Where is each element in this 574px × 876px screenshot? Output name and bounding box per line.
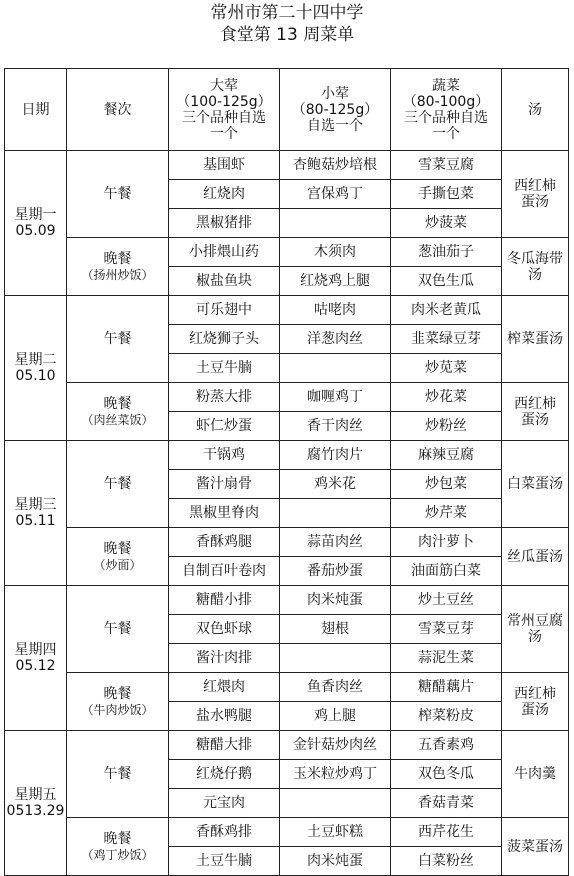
small-meat-dish: 香干肉丝 (280, 412, 391, 441)
small-meat-dish: 玉米粒炒鸡丁 (280, 760, 391, 789)
small-meat-dish: 杏鲍菇炒培根 (280, 151, 391, 180)
soup-cell: 冬瓜海带 汤 (502, 238, 569, 296)
soup-header: 汤 (502, 69, 569, 151)
big-meat-dish: 香酥鸡腿 (169, 528, 280, 557)
small-meat-dish (280, 789, 391, 818)
day-cell: 星期二 05.10 (5, 296, 67, 441)
small-meat-dish: 宫保鸡丁 (280, 180, 391, 209)
small-meat-dish (280, 209, 391, 238)
big-meat-dish: 虾仁炒蛋 (169, 412, 280, 441)
big-meat-dish: 土豆牛腩 (169, 847, 280, 876)
vegetable-dish: 炒包菜 (391, 470, 502, 499)
table-row (5, 673, 569, 702)
vegetable-dish: 西芹花生 (391, 818, 502, 847)
meal-label: 午餐 (67, 151, 169, 238)
big-meat-dish: 酱汁肉排 (169, 644, 280, 673)
big-meat-dish: 黑椒里脊肉 (169, 499, 280, 528)
big-meat-header: 大荤 （100-125g） 三个品种自选 一个 (169, 69, 280, 151)
vegetable-header: 蔬菜 （80-100g） 三个品种自选 一个 (391, 69, 502, 151)
small-meat-dish (280, 499, 391, 528)
soup-cell: 西红柿 蛋汤 (502, 383, 569, 441)
meal-label: 晚餐 （炒面） (67, 528, 169, 586)
soup-cell: 菠菜蛋汤 (502, 818, 569, 876)
weekly-menu-table (4, 68, 569, 876)
meal-label: 晚餐 （肉丝菜饭） (67, 383, 169, 441)
day-cell: 星期五 0513.29 (5, 731, 67, 876)
soup-cell: 西红柿 蛋汤 (502, 673, 569, 731)
big-meat-dish: 红烧狮子头 (169, 325, 280, 354)
big-meat-dish: 红烧仔鹅 (169, 760, 280, 789)
meal-label: 晚餐 （扬州炒饭） (67, 238, 169, 296)
vegetable-dish: 炒苋菜 (391, 354, 502, 383)
big-meat-dish: 糖醋小排 (169, 586, 280, 615)
table-row (5, 441, 569, 470)
big-meat-dish: 元宝肉 (169, 789, 280, 818)
soup-cell: 牛肉羹 (502, 731, 569, 818)
meal-label: 午餐 (67, 731, 169, 818)
soup-cell: 白菜蛋汤 (502, 441, 569, 528)
vegetable-dish: 炒土豆丝 (391, 586, 502, 615)
vegetable-dish: 香菇青菜 (391, 789, 502, 818)
table-row (5, 383, 569, 412)
big-meat-dish: 香酥鸡排 (169, 818, 280, 847)
day-cell: 星期四 05.12 (5, 586, 67, 731)
small-meat-dish: 翅根 (280, 615, 391, 644)
small-meat-dish: 鸡上腿 (280, 702, 391, 731)
meal-label: 午餐 (67, 296, 169, 383)
vegetable-dish: 手撕包菜 (391, 180, 502, 209)
big-meat-dish: 酱汁扇骨 (169, 470, 280, 499)
table-row (5, 528, 569, 557)
small-meat-dish: 金针菇炒肉丝 (280, 731, 391, 760)
table-row (5, 586, 569, 615)
vegetable-dish: 肉米老黄瓜 (391, 296, 502, 325)
big-meat-dish: 基围虾 (169, 151, 280, 180)
small-meat-dish: 木须肉 (280, 238, 391, 267)
menu-title: 食堂第 13 周菜单 (219, 25, 355, 45)
big-meat-dish: 盐水鸭腿 (169, 702, 280, 731)
small-meat-dish: 肉米炖蛋 (280, 586, 391, 615)
soup-cell: 西红柿 蛋汤 (502, 151, 569, 238)
table-row (5, 731, 569, 760)
soup-cell: 榨菜蛋汤 (502, 296, 569, 383)
meal-label: 午餐 (67, 441, 169, 528)
small-meat-header: 小荤 （80-125g） 自选一个 (280, 69, 391, 151)
vegetable-dish: 双色冬瓜 (391, 760, 502, 789)
big-meat-dish: 双色虾球 (169, 615, 280, 644)
big-meat-dish: 糖醋大排 (169, 731, 280, 760)
big-meat-dish: 黑椒猪排 (169, 209, 280, 238)
small-meat-dish: 洋葱肉丝 (280, 325, 391, 354)
vegetable-dish: 双色生瓜 (391, 267, 502, 296)
small-meat-dish: 鱼香肉丝 (280, 673, 391, 702)
table-row (5, 296, 569, 325)
big-meat-dish: 小排煨山药 (169, 238, 280, 267)
day-cell: 星期一 05.09 (5, 151, 67, 296)
vegetable-dish: 炒芹菜 (391, 499, 502, 528)
table-row (5, 818, 569, 847)
small-meat-dish: 土豆虾糕 (280, 818, 391, 847)
small-meat-dish: 红烧鸡上腿 (280, 267, 391, 296)
big-meat-dish: 干锅鸡 (169, 441, 280, 470)
vegetable-dish: 白菜粉丝 (391, 847, 502, 876)
vegetable-dish: 炒粉丝 (391, 412, 502, 441)
small-meat-dish: 咕咾肉 (280, 296, 391, 325)
small-meat-dish: 番茄炒蛋 (280, 557, 391, 586)
big-meat-dish: 粉蒸大排 (169, 383, 280, 412)
vegetable-dish: 炒菠菜 (391, 209, 502, 238)
school-name: 常州市第二十四中学 (210, 3, 364, 23)
small-meat-dish: 腐竹肉片 (280, 441, 391, 470)
small-meat-dish: 蒜苗肉丝 (280, 528, 391, 557)
vegetable-dish: 雪菜豆芽 (391, 615, 502, 644)
small-meat-dish: 鸡米花 (280, 470, 391, 499)
vegetable-dish: 蒜泥生菜 (391, 644, 502, 673)
big-meat-dish: 红煨肉 (169, 673, 280, 702)
vegetable-dish: 麻辣豆腐 (391, 441, 502, 470)
vegetable-dish: 糖醋藕片 (391, 673, 502, 702)
small-meat-dish: 肉米炖蛋 (280, 847, 391, 876)
small-meat-dish (280, 354, 391, 383)
header-row (5, 69, 569, 151)
vegetable-dish: 榨菜粉皮 (391, 702, 502, 731)
meal-label: 午餐 (67, 586, 169, 673)
big-meat-dish: 可乐翅中 (169, 296, 280, 325)
table-row (5, 238, 569, 267)
meal-label: 晚餐 （牛肉炒饭） (67, 673, 169, 731)
vegetable-dish: 韭菜绿豆芽 (391, 325, 502, 354)
big-meat-dish: 椒盐鱼块 (169, 267, 280, 296)
big-meat-dish: 土豆牛腩 (169, 354, 280, 383)
vegetable-dish: 葱油茄子 (391, 238, 502, 267)
small-meat-dish (280, 644, 391, 673)
vegetable-dish: 五香素鸡 (391, 731, 502, 760)
meal-header: 餐次 (67, 69, 169, 151)
table-row (5, 151, 569, 180)
soup-cell: 常州豆腐 汤 (502, 586, 569, 673)
vegetable-dish: 炒花菜 (391, 383, 502, 412)
vegetable-dish: 肉汁萝卜 (391, 528, 502, 557)
date-header: 日期 (5, 69, 67, 151)
meal-label: 晚餐 （鸡丁炒饭） (67, 818, 169, 876)
big-meat-dish: 红烧肉 (169, 180, 280, 209)
vegetable-dish: 油面筋白菜 (391, 557, 502, 586)
day-cell: 星期三 05.11 (5, 441, 67, 586)
small-meat-dish: 咖喱鸡丁 (280, 383, 391, 412)
soup-cell: 丝瓜蛋汤 (502, 528, 569, 586)
big-meat-dish: 自制百叶卷肉 (169, 557, 280, 586)
vegetable-dish: 雪菜豆腐 (391, 151, 502, 180)
